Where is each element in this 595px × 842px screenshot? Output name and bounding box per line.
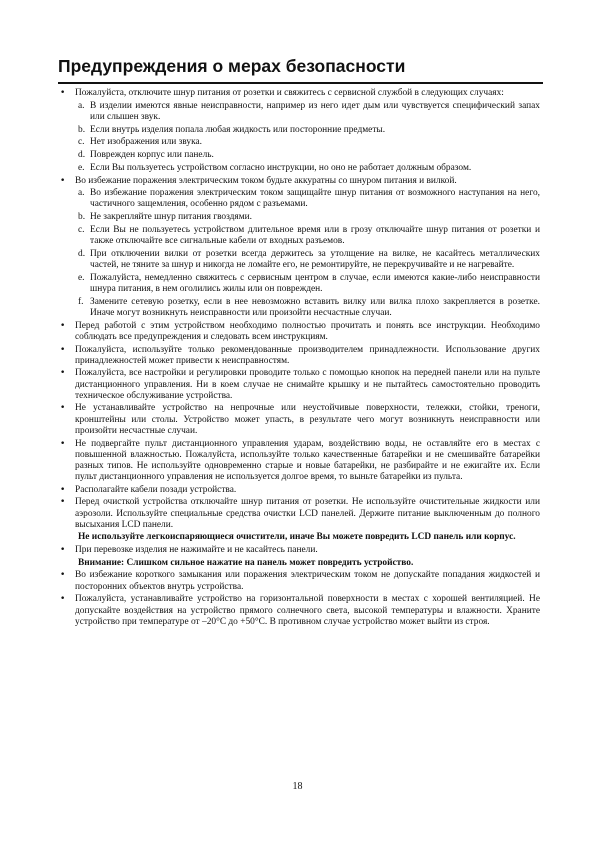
sub-item: e. Если Вы пользуетесь устройством согласно инструкции, но оно не работает должным образом.: [78, 162, 472, 173]
list-item: • Во избежание поражения электрическим током будьте аккуратны со шнуром питания и вилкой.: [58, 176, 540, 187]
sub-item: f. Замените сетевую розетку, если в нее невозможно вставить вилку или вилка плохо закрепляется в розетке. Иначе могут возникнуть неисправности или произойти несчастные случаи.: [78, 296, 540, 319]
sub-item: c. Если Вы не пользуетесь устройством длительное время или в грозу отключайте шнур питания от розетки и также отключайте все сигнальные кабели от входных разъемов.: [78, 224, 540, 247]
list-item: • Пожалуйста, устанавливайте устройство на горизонтальной поверхности в местах с хорошей вентиляцией. Не допускайте воздействия на устройство прямого солнечного света, высокой температуры и влажности. Храните устройство при температуре от –20°C до +50°C. В противном случае устройство может выйти из строя.: [58, 594, 540, 628]
list-item: • Пожалуйста, используйте только рекомендованные производителем принадлежности. Использование других принадлежностей может привести к неисправностям.: [58, 345, 540, 368]
list-item: • Располагайте кабели позади устройства.: [58, 485, 540, 496]
bold-warning: Внимание: Слишком сильное нажатие на панель может повредить устройство.: [78, 557, 414, 568]
bold-warning: Не используйте легкоиспаряющиеся очистители, иначе Вы можете повредить LCD панель или корпус.: [78, 532, 516, 543]
sub-item: a. Во избежание поражения электрическим током защищайте шнур питания от возможного наступания на него, частичного защемления, особенно рядом с разъемами.: [78, 188, 540, 210]
sub-item: e. Пожалуйста, немедленно свяжитесь с сервисным центром в случае, если имеются какие-либо неисправности шнура питания, в нем оголились жилы или он поврежден.: [78, 272, 540, 295]
list-item: • Перед очисткой устройства отключайте шнур питания от розетки. Не используйте очистительные жидкости или аэрозоли. Используйте специальные средства очистки LCD панелей. Держите питание выключенным до полного высыхания LCD панели.: [58, 497, 540, 531]
sub-item: b. Если внутрь изделия попала любая жидкость или посторонние предметы.: [78, 124, 386, 135]
safety-list: [58, 88, 540, 629]
sub-item: d. Поврежден корпус или панель.: [78, 150, 214, 161]
list-item: • Во избежание короткого замыкания или поражения электрическим током не допускайте попадания жидкостей и посторонних объектов внутрь устройства.: [58, 570, 540, 593]
page-title: Предупреждения о мерах безопасности: [58, 56, 406, 76]
list-item: • Не устанавливайте устройство на непрочные или неустойчивые поверхности, тележки, стойки, треноги, кронштейны или столы. Устройство может упасть, в результате чего могут возникнуть неисправности или произойти несчастные случаи.: [58, 403, 540, 437]
list-item: • Перед работой с этим устройством необходимо полностью прочитать и понять все инструкции. Необходимо соблюдать все предупреждения и следовать всем инструкциям.: [58, 321, 540, 344]
list-item: • Пожалуйста, все настройки и регулировки проводите только с помощью кнопок на передней панели или на пульте дистанционного управления. Ни в коем случае не снимайте крышку и не пытайтесь самостоятельно проводить техническое обслуживание устройства.: [58, 368, 540, 402]
list-item: • При перевозке изделия не нажимайте и не касайтесь панели.: [58, 545, 540, 556]
sub-item: a. В изделии имеются явные неисправности, например из него идет дым или чувствуется специфический запах или слышен звук.: [78, 100, 540, 122]
sub-item: b. Не закрепляйте шнур питания гвоздями.: [78, 212, 253, 223]
sub-item: d. При отключении вилки от розетки всегда держитесь за утолщение на вилке, не касайтесь металлических частей, не тяните за шнур и никогда не ломайте его, не ремонтируйте, не перекручивайте и не нагревайте.: [78, 248, 540, 271]
list-item: • Пожалуйста, отключите шнур питания от розетки и свяжитесь с сервисной службой в следующих случаях:: [58, 88, 540, 99]
title-underline: [58, 82, 543, 84]
sub-item: c. Нет изображения или звука.: [78, 137, 203, 148]
page-number: 18: [292, 781, 303, 792]
list-item: • Не подвергайте пульт дистанционного управления ударам, воздействию воды, не оставляйте его в местах с повышенной влажностью. Пожалуйста, используйте только качественные батарейки и не смешивайте батарейки разных типов. Не используйте одновременно старые и новые батарейки, не разбирайте и не ежигайте их. Если пульт дистанционного управления не используется долгое время, то выньте батарейки из пульта.: [58, 439, 540, 484]
